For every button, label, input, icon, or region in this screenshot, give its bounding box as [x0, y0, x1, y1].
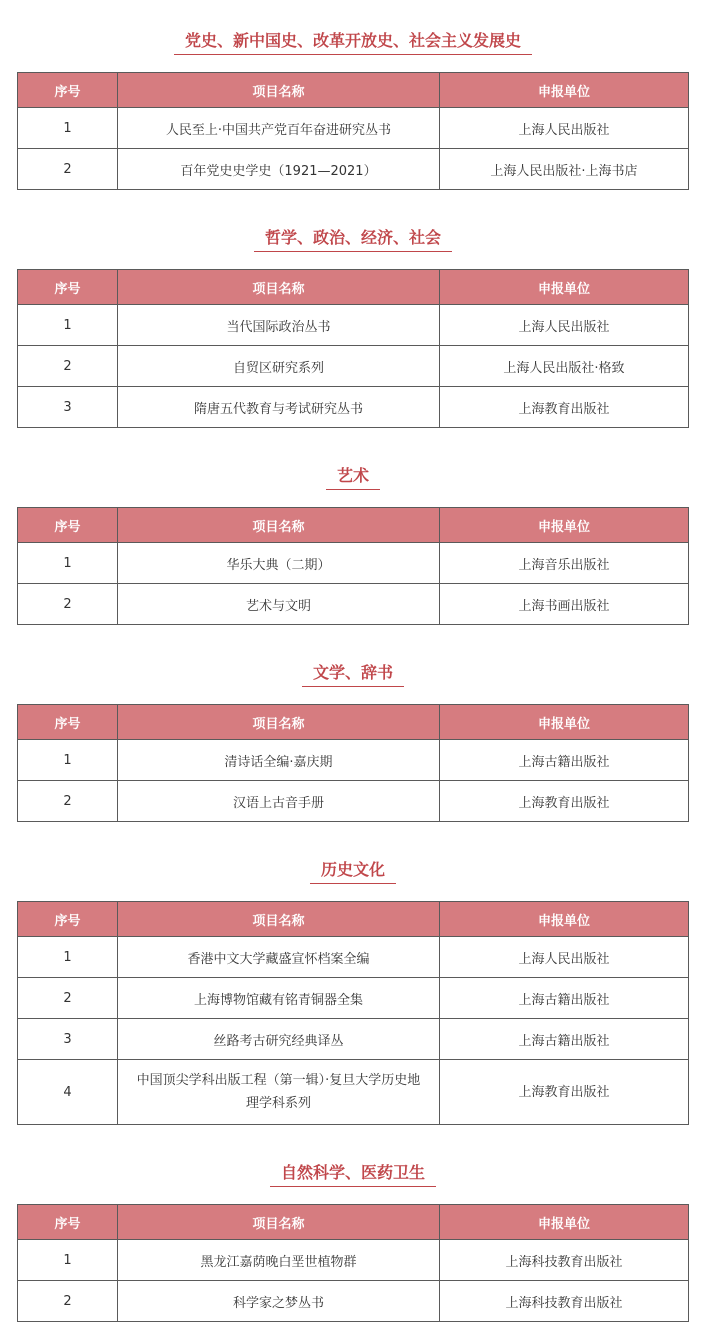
cell-unit: 上海教育出版社	[440, 781, 689, 822]
cell-name: 当代国际政治丛书	[118, 305, 440, 346]
table-header-row	[18, 73, 689, 108]
cell-index: 1	[18, 305, 118, 346]
header-index: 序号	[18, 73, 118, 108]
header-name: 项目名称	[118, 902, 440, 937]
section-title: 历史文化	[310, 859, 396, 884]
cell-index: 4	[18, 1060, 118, 1125]
cell-unit: 上海古籍出版社	[440, 978, 689, 1019]
cell-name: 清诗话全编·嘉庆期	[118, 740, 440, 781]
table-header-row	[18, 270, 689, 305]
header-index: 序号	[18, 705, 118, 740]
cell-name: 自贸区研究系列	[118, 346, 440, 387]
data-table	[17, 269, 689, 428]
cell-name: 汉语上古音手册	[118, 781, 440, 822]
cell-name: 艺术与文明	[118, 584, 440, 625]
cell-unit: 上海科技教育出版社	[440, 1281, 689, 1322]
cell-name: 上海博物馆藏有铭青铜器全集	[118, 978, 440, 1019]
section-title-wrap	[0, 227, 706, 251]
table-header-row	[18, 508, 689, 543]
cell-unit: 上海人民出版社	[440, 108, 689, 149]
section-title-wrap	[0, 662, 706, 686]
table-row	[18, 149, 689, 190]
cell-name: 百年党史史学史（1921—2021）	[118, 149, 440, 190]
cell-index: 3	[18, 387, 118, 428]
cell-name: 人民至上·中国共产党百年奋进研究丛书	[118, 108, 440, 149]
header-index: 序号	[18, 508, 118, 543]
section-title: 自然科学、医药卫生	[270, 1162, 436, 1187]
header-index: 序号	[18, 270, 118, 305]
cell-unit: 上海教育出版社	[440, 387, 689, 428]
table-header-row	[18, 705, 689, 740]
table-row	[18, 543, 689, 584]
table-row	[18, 781, 689, 822]
table-row	[18, 1281, 689, 1322]
table-row	[18, 1060, 689, 1125]
cell-name: 黑龙江嘉荫晚白垩世植物群	[118, 1240, 440, 1281]
data-table	[17, 704, 689, 822]
cell-index: 1	[18, 543, 118, 584]
header-name: 项目名称	[118, 270, 440, 305]
header-unit: 申报单位	[440, 705, 689, 740]
cell-unit: 上海教育出版社	[440, 1060, 689, 1125]
table-row	[18, 584, 689, 625]
cell-unit: 上海古籍出版社	[440, 740, 689, 781]
table-header-row	[18, 902, 689, 937]
header-unit: 申报单位	[440, 508, 689, 543]
cell-index: 1	[18, 740, 118, 781]
cell-name: 华乐大典（二期）	[118, 543, 440, 584]
header-unit: 申报单位	[440, 73, 689, 108]
cell-index: 2	[18, 584, 118, 625]
cell-name: 科学家之梦丛书	[118, 1281, 440, 1322]
header-name: 项目名称	[118, 73, 440, 108]
table-header-row	[18, 1205, 689, 1240]
header-index: 序号	[18, 1205, 118, 1240]
header-unit: 申报单位	[440, 1205, 689, 1240]
table-row	[18, 346, 689, 387]
section-title-wrap	[0, 30, 706, 54]
header-unit: 申报单位	[440, 270, 689, 305]
table-row	[18, 740, 689, 781]
cell-index: 3	[18, 1019, 118, 1060]
section-title-wrap	[0, 465, 706, 489]
table-row	[18, 1019, 689, 1060]
table-row	[18, 108, 689, 149]
section-title: 艺术	[326, 465, 380, 490]
header-name: 项目名称	[118, 705, 440, 740]
table-row	[18, 387, 689, 428]
section-title: 文学、辞书	[302, 662, 404, 687]
cell-unit: 上海书画出版社	[440, 584, 689, 625]
cell-index: 1	[18, 108, 118, 149]
cell-name: 丝路考古研究经典译丛	[118, 1019, 440, 1060]
cell-index: 2	[18, 346, 118, 387]
header-index: 序号	[18, 902, 118, 937]
cell-name: 中国顶尖学科出版工程（第一辑）·复旦大学历史地理学科系列	[118, 1060, 440, 1125]
table-row	[18, 978, 689, 1019]
data-table	[17, 507, 689, 625]
cell-name: 香港中文大学藏盛宣怀档案全编	[118, 937, 440, 978]
cell-index: 1	[18, 937, 118, 978]
cell-index: 2	[18, 781, 118, 822]
cell-unit: 上海人民出版社·上海书店	[440, 149, 689, 190]
cell-index: 2	[18, 149, 118, 190]
section-title: 哲学、政治、经济、社会	[254, 227, 452, 252]
section-title-wrap	[0, 1162, 706, 1186]
section-title-wrap	[0, 859, 706, 883]
data-table	[17, 901, 689, 1125]
cell-unit: 上海古籍出版社	[440, 1019, 689, 1060]
table-row	[18, 1240, 689, 1281]
cell-unit: 上海人民出版社	[440, 305, 689, 346]
header-name: 项目名称	[118, 508, 440, 543]
cell-unit: 上海音乐出版社	[440, 543, 689, 584]
table-row	[18, 937, 689, 978]
data-table	[17, 72, 689, 190]
cell-unit: 上海人民出版社·格致	[440, 346, 689, 387]
header-name: 项目名称	[118, 1205, 440, 1240]
table-row	[18, 305, 689, 346]
cell-unit: 上海科技教育出版社	[440, 1240, 689, 1281]
cell-name: 隋唐五代教育与考试研究丛书	[118, 387, 440, 428]
cell-index: 2	[18, 1281, 118, 1322]
cell-index: 1	[18, 1240, 118, 1281]
data-table	[17, 1204, 689, 1322]
cell-index: 2	[18, 978, 118, 1019]
section-title: 党史、新中国史、改革开放史、社会主义发展史	[174, 30, 532, 55]
header-unit: 申报单位	[440, 902, 689, 937]
cell-unit: 上海人民出版社	[440, 937, 689, 978]
